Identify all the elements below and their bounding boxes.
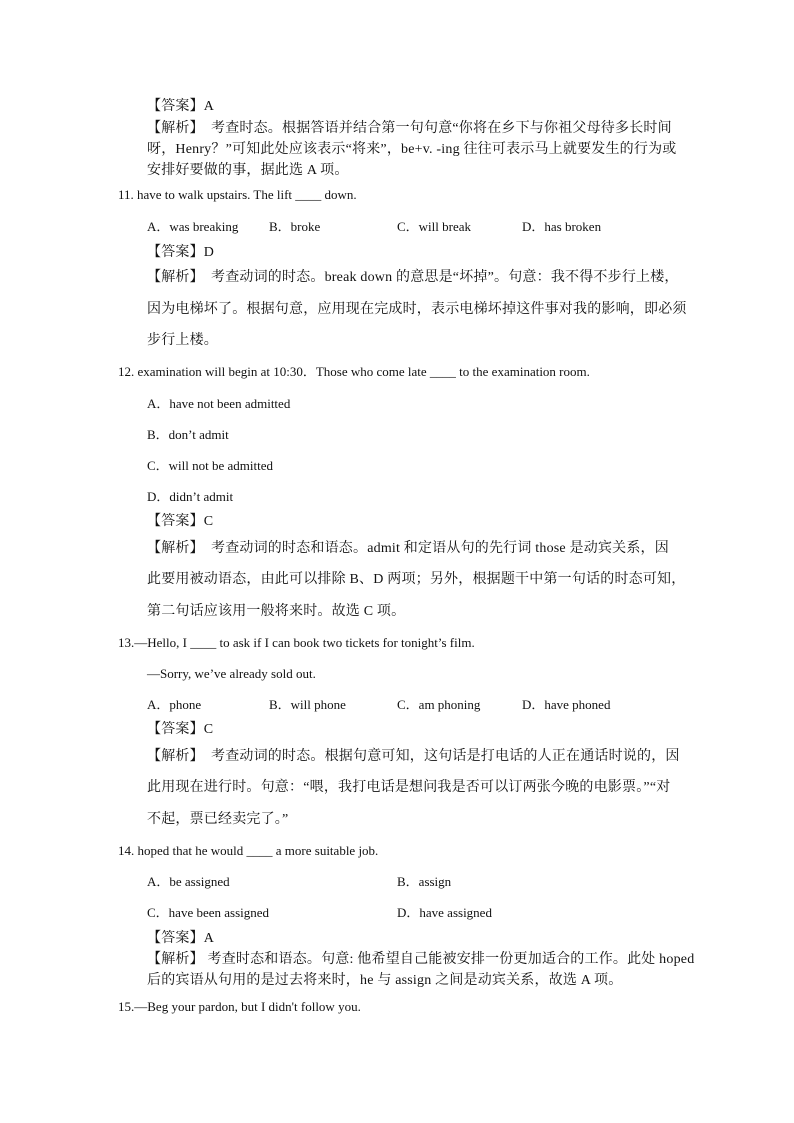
explanation-line: 呀，Henry？”可知此处应该表示“将来”，be+v. -ing 往往可表示马上就要发生的行为或 <box>147 142 677 157</box>
option-b: B．don’t admit <box>147 427 229 442</box>
explanation-line: 【解析】 考查动词的时态和语态。admit 和定语从句的先行词 those 是动宾关系，因 <box>147 541 669 556</box>
explanation-line: 不起，票已经卖完了。” <box>147 812 289 827</box>
explanation-line: 步行上楼。 <box>147 333 218 348</box>
explanation-line: 此用现在进行时。句意：“喂，我打电话是想问我是否可以订两张今晚的电影票。”“对 <box>147 780 671 795</box>
option-b: B．will phone <box>269 697 346 712</box>
option-d: D．didn’t admit <box>147 489 234 504</box>
question-stem-11: 11. have to walk upstairs. The lift ____ down. <box>118 187 357 202</box>
explanation-line: 因为电梯坏了。根据句意，应用现在完成时，表示电梯坏掉这件事对我的影响，即必须 <box>147 302 687 317</box>
question-stem-15: 15.—Beg your pardon, but I didn't follow you. <box>118 999 361 1014</box>
explanation-line: 【解析】 考查时态。根据答语并结合第一句句意“你将在乡下与你祖父母待多长时间 <box>147 121 672 136</box>
option-a: A．phone <box>147 697 202 712</box>
answer-line: 【答案】C <box>147 722 214 737</box>
question-stem-12: 12. examination will begin at 10:30．Those who come late ____ to the examination room. <box>118 364 590 379</box>
answer-line: 【答案】D <box>147 245 215 260</box>
option-d: D．have phoned <box>522 697 611 712</box>
option-c: C．will break <box>397 219 472 234</box>
dialogue-reply: —Sorry, we’ve already sold out. <box>147 666 316 681</box>
explanation-line: 【解析】 考查动词的时态。break down 的意思是“坏掉”。句意：我不得不步行上楼， <box>147 270 679 285</box>
answer-line: 【答案】A <box>147 99 215 114</box>
option-a: A．was breaking <box>147 219 239 234</box>
explanation-line: 后的宾语从句用的是过去将来时，he 与 assign 之间是动宾关系，故选 A 项。 <box>147 973 623 988</box>
option-d: D．has broken <box>522 219 602 234</box>
explanation-line: 第二句话应该用一般将来时。故选 C 项。 <box>147 604 406 619</box>
answer-line: 【答案】C <box>147 514 214 529</box>
option-c: C．have been assigned <box>147 905 270 920</box>
option-c: C．will not be admitted <box>147 458 274 473</box>
question-stem-14: 14. hoped that he would ____ a more suitable job. <box>118 843 379 858</box>
option-a: A．be assigned <box>147 874 230 889</box>
explanation-line: 【解析】 考查动词的时态。根据句意可知，这句话是打电话的人正在通话时说的，因 <box>147 749 680 764</box>
answer-line: 【答案】A <box>147 931 215 946</box>
option-d: D．have assigned <box>397 905 492 920</box>
explanation-line: 【解析】 考查时态和语态。句意: 他希望自己能被安排一份更加适合的工作。此处 hoped <box>147 952 695 967</box>
option-c: C．am phoning <box>397 697 481 712</box>
explanation-line: 安排好要做的事，据此选 A 项。 <box>147 163 349 178</box>
option-b: B．broke <box>269 219 321 234</box>
explanation-line: 此要用被动语态，由此可以排除 B、D 两项；另外，根据题干中第一句话的时态可知， <box>147 572 686 587</box>
question-stem-13: 13.—Hello, I ____ to ask if I can book two tickets for tonight’s film. <box>118 635 475 650</box>
option-b: B．assign <box>397 874 452 889</box>
option-a: A．have not been admitted <box>147 396 291 411</box>
